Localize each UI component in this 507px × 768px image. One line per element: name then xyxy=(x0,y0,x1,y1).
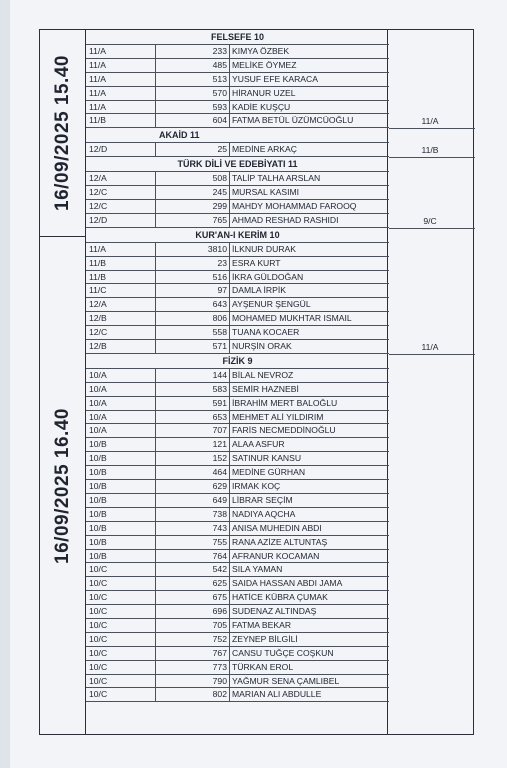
student-row xyxy=(86,661,389,675)
student-name-cell: MELİKE ÖYMEZ xyxy=(232,59,297,70)
student-name-cell: MEDİNE GÜRHAN xyxy=(232,467,306,478)
student-row xyxy=(86,45,389,59)
class-cell: 11/A xyxy=(86,73,156,86)
room-divider xyxy=(389,354,475,355)
student-row xyxy=(86,243,389,257)
room-label: 11/A xyxy=(421,342,439,353)
class-cell: 10/B xyxy=(86,480,156,493)
class-cell: 10/B xyxy=(86,522,156,535)
student-number-cell: 591 xyxy=(156,397,230,410)
student-number-cell: 767 xyxy=(156,647,230,660)
student-name-cell: SAIDA HASSAN ABDI JAMA xyxy=(232,578,343,589)
student-number-cell: 653 xyxy=(156,411,230,424)
student-row xyxy=(86,438,389,452)
class-cell: 11/A xyxy=(86,45,156,58)
class-cell: 10/C xyxy=(86,619,156,632)
student-row xyxy=(86,172,389,186)
room-divider xyxy=(389,157,475,158)
group-title: AKAİD 11 xyxy=(86,128,389,143)
class-cell: 10/B xyxy=(86,550,156,563)
class-cell: 10/A xyxy=(86,369,156,382)
student-row xyxy=(86,480,389,494)
student-row xyxy=(86,101,389,115)
class-cell: 12/D xyxy=(86,143,156,156)
class-cell: 10/C xyxy=(86,675,156,688)
student-number-cell: 696 xyxy=(156,605,230,618)
student-name-cell: YAĞMUR SENA ÇAMLIBEL xyxy=(232,675,340,686)
class-cell: 12/C xyxy=(86,326,156,339)
student-number-cell: 571 xyxy=(156,340,230,353)
student-row xyxy=(86,73,389,87)
class-cell: 11/C xyxy=(86,284,156,297)
session-date-2: 16/09/2025 16.40 xyxy=(51,407,73,564)
student-number-cell: 643 xyxy=(156,298,230,311)
group-title: KUR'AN-I KERİM 10 xyxy=(86,228,389,243)
student-row xyxy=(86,466,389,480)
class-cell: 10/A xyxy=(86,383,156,396)
student-name-cell: SATINUR KANSU xyxy=(232,453,302,464)
student-name-cell: BİLAL NEVROZ xyxy=(232,369,294,380)
student-name-cell: FATMA BEKAR xyxy=(232,619,292,630)
class-cell: 12/C xyxy=(86,186,156,199)
room-column xyxy=(387,30,473,734)
student-name-cell: İBRAHİM MERT BALOĞLU xyxy=(232,397,338,408)
student-row xyxy=(86,452,389,466)
group-title: FELSEFE 10 xyxy=(86,30,389,45)
student-number-cell: 802 xyxy=(156,688,230,701)
student-name-cell: TALİP TALHA ARSLAN xyxy=(232,173,321,184)
student-name-cell: ALAA ASFUR xyxy=(232,439,285,450)
student-number-cell: 23 xyxy=(156,257,230,270)
student-name-cell: FATMA BETÜL ÜZÜMCÜOĞLU xyxy=(232,115,354,126)
student-row xyxy=(86,647,389,661)
exam-sheet xyxy=(10,0,507,768)
student-name-cell: CANSU TUĞÇE COŞKUN xyxy=(232,647,334,658)
student-name-cell: AHMAD RESHAD RASHIDI xyxy=(232,214,339,225)
student-name-cell: IRMAK KOÇ xyxy=(232,481,281,492)
student-row xyxy=(86,577,389,591)
student-number-cell: 629 xyxy=(156,480,230,493)
student-number-cell: 705 xyxy=(156,619,230,632)
class-cell: 10/C xyxy=(86,605,156,618)
class-cell: 12/D xyxy=(86,214,156,227)
student-row xyxy=(86,143,389,157)
class-cell: 12/B xyxy=(86,312,156,325)
student-row xyxy=(86,633,389,647)
student-row xyxy=(86,114,389,128)
class-cell: 10/C xyxy=(86,647,156,660)
student-row xyxy=(86,326,389,340)
class-cell: 10/B xyxy=(86,438,156,451)
student-row xyxy=(86,591,389,605)
class-cell: 10/C xyxy=(86,563,156,576)
student-number-cell: 299 xyxy=(156,200,230,213)
student-name-cell: NADIYA AQCHA xyxy=(232,508,296,519)
class-cell: 10/B xyxy=(86,494,156,507)
student-row xyxy=(86,87,389,101)
student-name-cell: ANISA MUHEDIN ABDI xyxy=(232,522,322,533)
class-cell: 11/A xyxy=(86,243,156,256)
student-name-cell: MEHMET ALİ YILDIRIM xyxy=(232,411,324,422)
student-row xyxy=(86,605,389,619)
student-row xyxy=(86,494,389,508)
student-name-cell: MURSAL KASIMI xyxy=(232,187,300,198)
session-date-1: 16/09/2025 15.40 xyxy=(51,55,73,211)
room-label: 11/A xyxy=(421,116,439,127)
student-number-cell: 649 xyxy=(156,494,230,507)
class-cell: 10/A xyxy=(86,397,156,410)
student-number-cell: 558 xyxy=(156,326,230,339)
student-row xyxy=(86,508,389,522)
student-name-cell: SEMİR HAZNEBİ xyxy=(232,383,299,394)
student-row xyxy=(86,340,389,354)
student-number-cell: 583 xyxy=(156,383,230,396)
student-number-cell: 764 xyxy=(156,550,230,563)
student-name-cell: ZEYNEP BİLGİLİ xyxy=(232,633,298,644)
student-number-cell: 738 xyxy=(156,508,230,521)
class-cell: 12/B xyxy=(86,340,156,353)
group-title: TÜRK DİLİ VE EDEBİYATI 11 xyxy=(86,157,389,172)
student-number-cell: 25 xyxy=(156,143,230,156)
student-number-cell: 144 xyxy=(156,369,230,382)
class-cell: 11/A xyxy=(86,87,156,100)
student-row xyxy=(86,424,389,438)
group-title: FİZİK 9 xyxy=(86,354,389,369)
student-number-cell: 743 xyxy=(156,522,230,535)
student-number-cell: 233 xyxy=(156,45,230,58)
student-row xyxy=(86,397,389,411)
student-number-cell: 245 xyxy=(156,186,230,199)
student-name-cell: DAMLA İRPİK xyxy=(232,285,286,296)
student-row xyxy=(86,298,389,312)
class-cell: 10/C xyxy=(86,591,156,604)
room-label: 11/B xyxy=(421,145,439,156)
exam-table xyxy=(39,29,474,735)
student-row xyxy=(86,186,389,200)
student-name-cell: TUANA KOCAER xyxy=(232,327,300,338)
student-name-cell: İKRA GÜLDOĞAN xyxy=(232,271,304,282)
student-row xyxy=(86,563,389,577)
student-name-cell: MOHAMED MUKHTAR ISMAIL xyxy=(232,313,352,324)
student-name-cell: AYŞENUR ŞENGÜL xyxy=(232,299,311,310)
student-number-cell: 570 xyxy=(156,87,230,100)
student-name-cell: MAHDY MOHAMMAD FAROOQ xyxy=(232,201,357,212)
class-cell: 10/C xyxy=(86,633,156,646)
class-cell: 11/A xyxy=(86,101,156,114)
student-row xyxy=(86,284,389,298)
class-cell: 10/B xyxy=(86,466,156,479)
student-row xyxy=(86,550,389,564)
student-row xyxy=(86,200,389,214)
student-number-cell: 604 xyxy=(156,114,230,127)
student-row xyxy=(86,214,389,228)
student-name-cell: ESRA KURT xyxy=(232,257,281,268)
student-number-cell: 790 xyxy=(156,675,230,688)
student-number-cell: 707 xyxy=(156,424,230,437)
class-cell: 11/B xyxy=(86,271,156,284)
student-name-cell: NURŞİN ORAK xyxy=(232,341,292,352)
student-number-cell: 773 xyxy=(156,661,230,674)
student-name-cell: YUSUF EFE KARACA xyxy=(232,73,318,84)
class-cell: 10/C xyxy=(86,661,156,674)
student-number-cell: 513 xyxy=(156,73,230,86)
student-number-cell: 152 xyxy=(156,452,230,465)
student-row xyxy=(86,257,389,271)
class-cell: 10/B xyxy=(86,536,156,549)
class-cell: 10/B xyxy=(86,508,156,521)
student-name-cell: İLKNUR DURAK xyxy=(232,243,296,254)
student-name-cell: AFRANUR KOCAMAN xyxy=(232,550,320,561)
student-number-cell: 752 xyxy=(156,633,230,646)
student-name-cell: RANA AZİZE ALTUNTAŞ xyxy=(232,536,328,547)
student-number-cell: 121 xyxy=(156,438,230,451)
student-row xyxy=(86,271,389,285)
student-rows xyxy=(86,30,389,702)
class-cell: 12/C xyxy=(86,200,156,213)
class-cell: 11/B xyxy=(86,114,156,127)
student-name-cell: TÜRKAN EROL xyxy=(232,661,294,672)
class-cell: 10/C xyxy=(86,688,156,701)
class-cell: 10/A xyxy=(86,424,156,437)
student-name-cell: KIMYA ÖZBEK xyxy=(232,46,290,56)
student-number-cell: 593 xyxy=(156,101,230,114)
student-name-cell: FARİS NECMEDDİNOĞLU xyxy=(232,425,336,436)
student-row xyxy=(86,59,389,73)
student-row xyxy=(86,688,389,702)
student-row xyxy=(86,383,389,397)
student-name-cell: KADİE KUŞÇU xyxy=(232,101,291,112)
student-name-cell: LİBRAR SEÇİM xyxy=(232,494,293,505)
room-label: 9/C xyxy=(423,215,437,226)
session-date-cell-2 xyxy=(40,237,86,734)
student-row xyxy=(86,675,389,689)
student-number-cell: 765 xyxy=(156,214,230,227)
student-number-cell: 806 xyxy=(156,312,230,325)
student-name-cell: MARIAN ALI ABDULLE xyxy=(232,689,322,700)
student-number-cell: 516 xyxy=(156,271,230,284)
student-row xyxy=(86,369,389,383)
student-name-cell: HİRANUR UZEL xyxy=(232,87,296,98)
student-number-cell: 755 xyxy=(156,536,230,549)
student-row xyxy=(86,312,389,326)
student-row xyxy=(86,619,389,633)
student-row xyxy=(86,522,389,536)
student-name-cell: MEDİNE ARKAÇ xyxy=(232,144,297,155)
class-cell: 12/A xyxy=(86,298,156,311)
class-cell: 10/A xyxy=(86,411,156,424)
student-row xyxy=(86,411,389,425)
student-name-cell: SILA YAMAN xyxy=(232,564,283,575)
student-number-cell: 464 xyxy=(156,466,230,479)
student-number-cell: 508 xyxy=(156,172,230,185)
student-number-cell: 625 xyxy=(156,577,230,590)
student-row xyxy=(86,536,389,550)
class-cell: 12/A xyxy=(86,172,156,185)
room-divider xyxy=(389,228,475,229)
student-number-cell: 485 xyxy=(156,59,230,72)
class-cell: 10/C xyxy=(86,577,156,590)
room-divider xyxy=(389,128,475,129)
class-cell: 10/B xyxy=(86,452,156,465)
session-date-cell-1 xyxy=(40,30,86,237)
student-number-cell: 542 xyxy=(156,563,230,576)
student-number-cell: 675 xyxy=(156,591,230,604)
student-number-cell: 3810 xyxy=(156,243,230,256)
class-cell: 11/B xyxy=(86,257,156,270)
class-cell: 11/A xyxy=(86,59,156,72)
student-name-cell: SUDENAZ ALTINDAŞ xyxy=(232,606,317,617)
student-number-cell: 97 xyxy=(156,284,230,297)
student-name-cell: HATİCE KÜBRA ÇUMAK xyxy=(232,592,328,603)
